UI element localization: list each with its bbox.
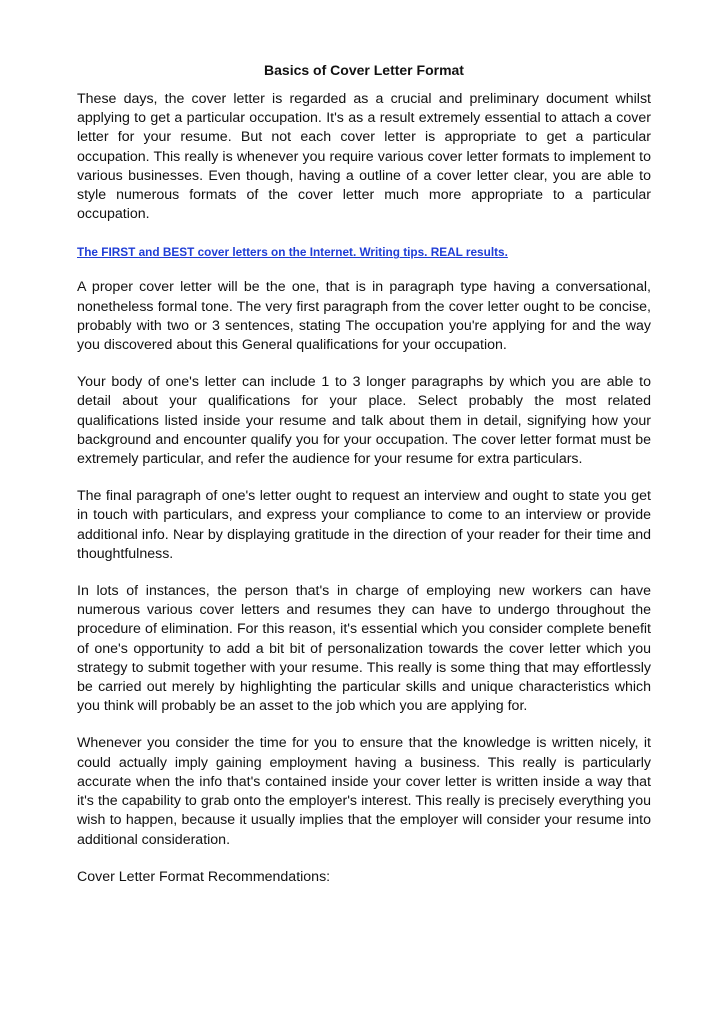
paragraph-proper-format: A proper cover letter will be the one, that is in paragraph type having a conversational, nonetheless formal tone. The very first paragraph from the cover letter ought to be concise, probably with two or 3 sentences, stating The occupation you're applying for and the way you discovered about this General qualifications for your occupation. xyxy=(77,279,651,354)
paragraph-intro: These days, the cover letter is regarded as a crucial and preliminary document whilst applying to get a particular occupation. It's as a result extremely essential to attach a cover letter for your resume. But not each cover letter is appropriate to get a particular occupation. This really is whenever you require various cover letter formats to implement to various businesses. Even though, having a outline of a cover letter clear, you are able to style numerous formats of the cover letter much more appropriate to a particular occupation. xyxy=(77,91,651,223)
document-page xyxy=(77,60,651,887)
section-heading: Cover Letter Format Recommendations: xyxy=(77,868,331,885)
paragraph-final: The final paragraph of one's letter ought to request an interview and ought to state you get in touch with particulars, and express your compliance to come to an interview or provide additional info. Near by displaying gratitude in the direction of your reader for their time and thoughtfulness. xyxy=(77,488,651,562)
promo-link[interactable]: The FIRST and BEST cover letters on the Internet. Writing tips. REAL results. xyxy=(77,245,508,260)
paragraph-personalization: In lots of instances, the person that's in charge of employing new workers can have numerous various cover letters and resumes they can have to undergo throughout the procedure of elimination. For this reason, it's essential which you consider complete benefit of one's opportunity to add a bit bit of personalization towards the cover letter which you strategy to submit together with your resume. This really is some thing that may effortlessly be carried out merely by highlighting the particular skills and unique characteristics which you think will probably be an asset to the job which you are applying for. xyxy=(77,583,651,715)
document-title: Basics of Cover Letter Format xyxy=(264,62,464,78)
paragraph-writing-quality: Whenever you consider the time for you to ensure that the knowledge is written nicely, it could actually imply gaining employment having a business. This really is particularly accurate when the info that's contained inside your cover letter is written inside a way that it's the capability to grab onto the employer's interest. This really is precisely everything you wish to happen, because it usually implies that the employer will consider your resume into additional consideration. xyxy=(77,735,651,848)
paragraph-body: Your body of one's letter can include 1 to 3 longer paragraphs by which you are able to detail about your qualifications for your place. Select probably the most related qualifications listed inside your resume and talk about them in detail, signifying how your background and encounter qualify you for your occupation. The cover letter format must be extremely particular, and refer the audience for your resume for extra particulars. xyxy=(77,374,651,468)
